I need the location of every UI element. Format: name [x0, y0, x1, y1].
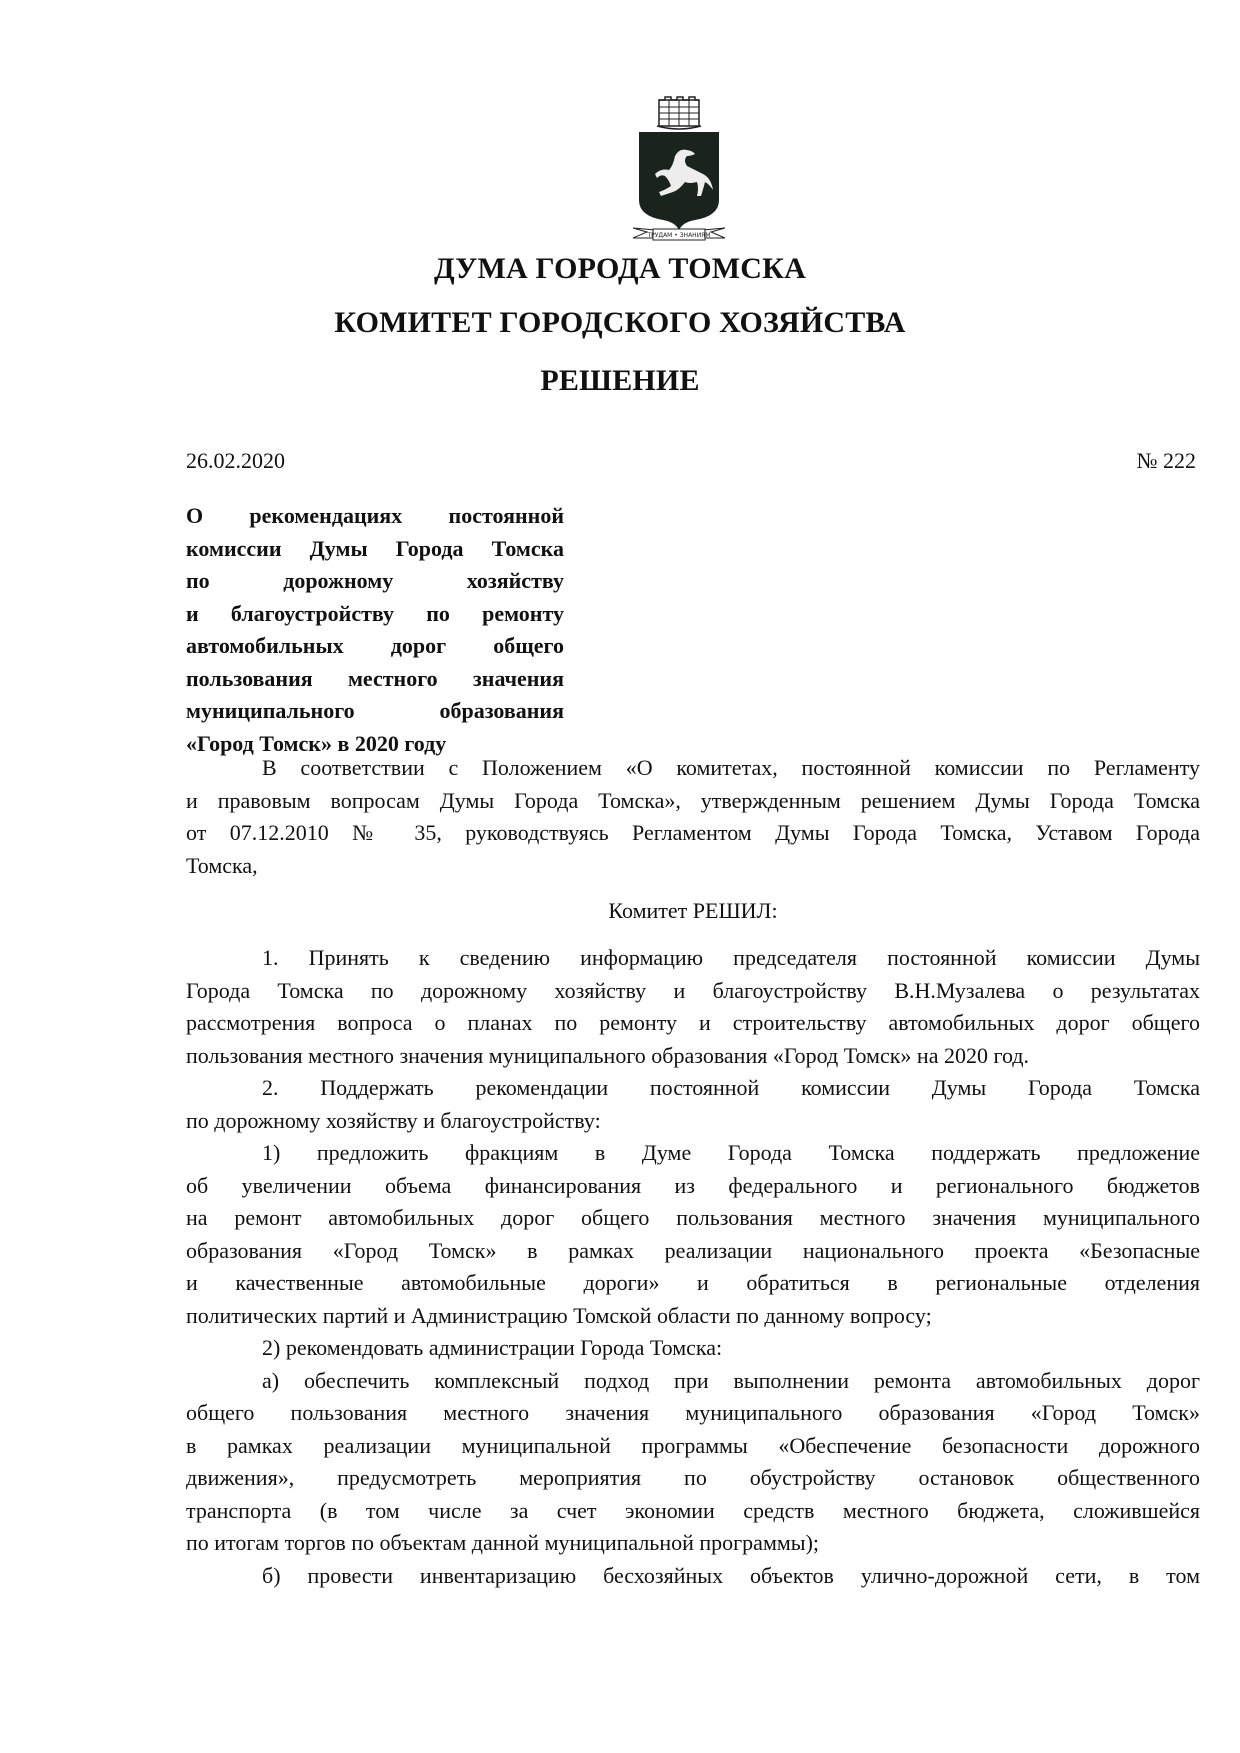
preamble-line: Томска, — [186, 852, 258, 878]
item-line: а) обеспечить комплексный подход при выполнении ремонта автомобильных дорог — [262, 1367, 1200, 1393]
item-2-2-b — [186, 1560, 1200, 1593]
tomsk-coat-of-arms-icon — [629, 96, 729, 246]
item-2-2-a — [186, 1365, 1200, 1560]
item-line: образования «Город Томск» в рамках реализации национального проекта «Безопасные — [186, 1237, 1200, 1263]
item-line: и качественные автомобильные дороги» и обратиться в региональные отделения — [186, 1270, 1200, 1295]
item-2-2 — [186, 1332, 1200, 1365]
item-line: на ремонт автомобильных дорог общего пользования местного значения муниципального — [186, 1205, 1200, 1230]
subject-line: муниципального образования — [186, 698, 564, 723]
document-number: № 222 — [1136, 448, 1196, 473]
preamble-line: и правовым вопросам Думы Города Томска», утвержденным решением Думы Города Томска — [186, 787, 1200, 813]
subject-line: и благоустройству по ремонту — [186, 600, 564, 626]
preamble — [186, 752, 1200, 882]
subject-line: пользования местного значения — [186, 665, 564, 691]
item-line: движения», предусмотреть мероприятия по обустройству остановок общественного — [186, 1465, 1200, 1490]
item-line: общего пользования местного значения муниципального образования «Город Томск» — [186, 1400, 1200, 1425]
resolved-heading: Комитет РЕШИЛ: — [608, 898, 778, 923]
svg-text:ТРУДАМ • ЗНАНИЯМ: ТРУДАМ • ЗНАНИЯМ — [647, 232, 711, 239]
item-line: транспорта (в том числе за счет экономии средств местного бюджета, сложившейся — [186, 1497, 1200, 1523]
item-line: 1) предложить фракциям в Думе Города Томска поддержать предложение — [262, 1140, 1200, 1165]
subject-line: по дорожному хозяйству — [186, 568, 564, 593]
document-date: 26.02.2020 — [186, 448, 285, 473]
resolution-items — [186, 942, 1200, 1592]
item-2-1 — [186, 1137, 1200, 1332]
item-line: об увеличении объема финансирования из федерального и регионального бюджетов — [186, 1172, 1200, 1198]
item-1 — [186, 942, 1200, 1072]
item-line: пользования местного значения муниципального образования «Город Томск» на 2020 год. — [186, 1042, 1030, 1068]
preamble-line: от 07.12.2010 № 35, руководствуясь Регламентом Думы Города Томска, Уставом Города — [186, 820, 1200, 845]
item-line: политических партий и Администрацию Томской области по данному вопросу; — [186, 1302, 932, 1328]
item-line: 2) рекомендовать администрации Города Томска: — [262, 1335, 723, 1360]
item-line: 2. Поддержать рекомендации постоянной комиссии Думы Города Томска — [262, 1075, 1200, 1100]
document-subject — [186, 500, 564, 760]
resolved-heading-block — [186, 895, 1200, 928]
item-line: в рамках реализации муниципальной программы «Обеспечение безопасности дорожного — [186, 1432, 1200, 1458]
item-line: по итогам торгов по объектам данной муниципальной программы); — [186, 1530, 820, 1555]
document-type-title: РЕШЕНИЕ — [540, 364, 700, 397]
preamble-line: В соответствии с Положением «О комитетах, постоянной комиссии по Регламенту — [262, 755, 1200, 780]
subject-line: «Город Томск» в 2020 году — [186, 730, 447, 756]
item-line: б) провести инвентаризацию бесхозяйных объектов улично-дорожной сети, в том — [262, 1562, 1200, 1588]
organization-title: ДУМА ГОРОДА ТОМСКА — [434, 252, 806, 285]
item-line: по дорожному хозяйству и благоустройству: — [186, 1107, 601, 1133]
crown-icon — [657, 97, 701, 129]
subject-line: О рекомендациях постоянной — [186, 503, 564, 528]
item-line: Города Томска по дорожному хозяйству и благоустройству В.Н.Музалева о результатах — [186, 977, 1200, 1003]
subject-line: автомобильных дорог общего — [186, 633, 564, 658]
subject-line: комиссии Думы Города Томска — [186, 535, 564, 561]
item-line: 1. Принять к сведению информацию председателя постоянной комиссии Думы — [262, 945, 1200, 970]
item-2 — [186, 1072, 1200, 1137]
item-line: рассмотрения вопроса о планах по ремонту и строительству автомобильных дорог общего — [186, 1010, 1200, 1035]
committee-title: КОМИТЕТ ГОРОДСКОГО ХОЗЯЙСТВА — [334, 306, 906, 339]
